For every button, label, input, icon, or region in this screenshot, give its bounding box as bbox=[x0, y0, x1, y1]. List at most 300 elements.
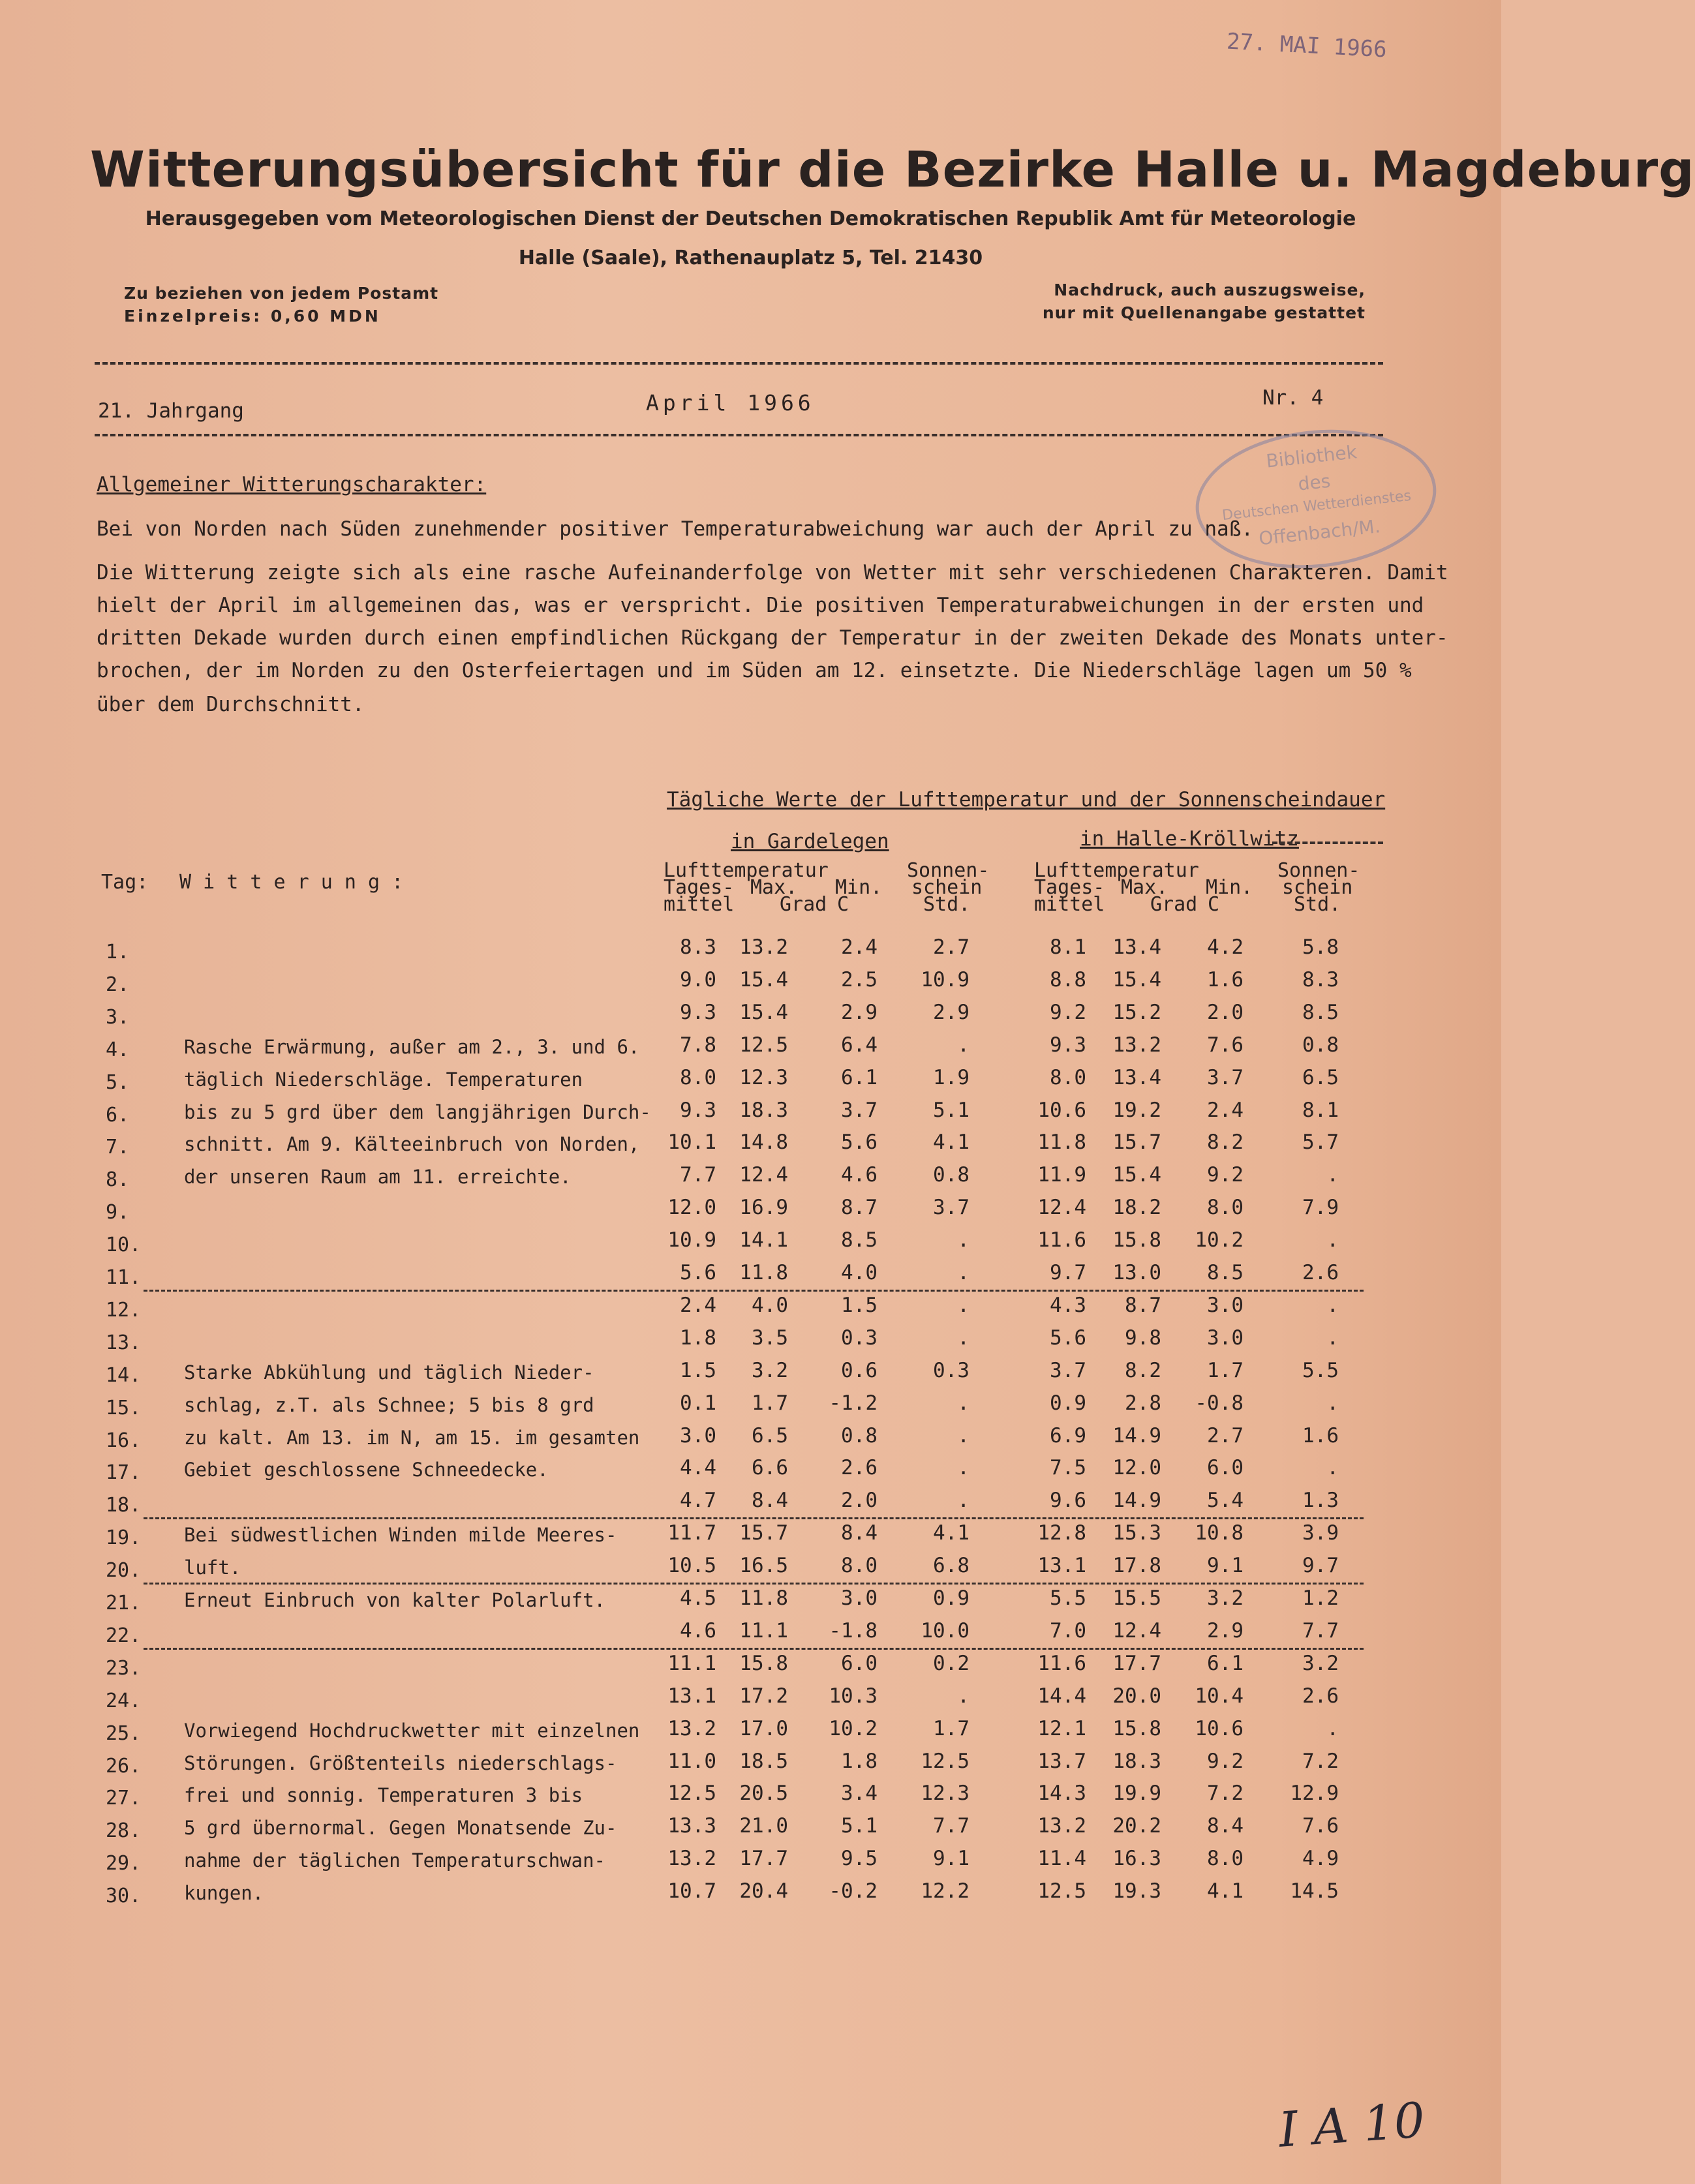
library-stamp: Bibliothek des Deutschen Wetterdienstes Offenbach/M. bbox=[1189, 418, 1443, 580]
reprint-note-2: nur mit Quellenangabe gestattet bbox=[1042, 303, 1366, 322]
halle-max-cell: 15.4 bbox=[1112, 1163, 1161, 1187]
gardelegen-max-cell: 15.4 bbox=[739, 1000, 788, 1024]
page-title: Witterungsübersicht für die Bezirke Halle u. Magdeburg bbox=[90, 140, 1695, 198]
gardelegen-mean-cell: 13.2 bbox=[667, 1847, 716, 1871]
gardelegen-max-cell: 18.3 bbox=[739, 1098, 788, 1122]
day-label: 19. bbox=[106, 1526, 142, 1550]
gardelegen-max-cell: 21.0 bbox=[739, 1814, 788, 1838]
halle-sunshine-cell: 12.9 bbox=[1290, 1782, 1339, 1806]
gardelegen-max-cell: 15.4 bbox=[739, 967, 788, 992]
day-label: 28. bbox=[106, 1819, 142, 1843]
halle-mean-cell: 12.4 bbox=[1037, 1196, 1086, 1220]
halle-min-cell: 9.1 bbox=[1207, 1554, 1244, 1578]
station-halle: in Halle-Kröllwitz bbox=[1080, 827, 1299, 851]
halle-mean-cell: 11.4 bbox=[1037, 1847, 1086, 1871]
gardelegen-sunshine-cell: . bbox=[957, 1456, 970, 1480]
halle-sunshine-cell: 1.2 bbox=[1302, 1586, 1339, 1610]
halle-mean-cell: 12.8 bbox=[1037, 1521, 1086, 1545]
gardelegen-sunshine-cell: 12.3 bbox=[921, 1782, 970, 1806]
column-header-max-halle: Max. bbox=[1121, 876, 1168, 899]
halle-min-cell: 8.0 bbox=[1207, 1847, 1244, 1871]
gardelegen-sunshine-cell: 0.2 bbox=[933, 1651, 970, 1675]
halle-max-cell: 16.3 bbox=[1112, 1847, 1161, 1871]
reprint-note-1: Nachdruck, auch auszugsweise, bbox=[1054, 281, 1366, 299]
gardelegen-sunshine-cell: 6.8 bbox=[933, 1554, 970, 1578]
halle-sunshine-cell: 4.9 bbox=[1302, 1847, 1339, 1871]
halle-min-cell: 2.9 bbox=[1207, 1618, 1244, 1643]
halle-mean-cell: 13.7 bbox=[1037, 1749, 1086, 1773]
gardelegen-min-cell: 4.6 bbox=[841, 1163, 878, 1187]
gardelegen-max-cell: 12.5 bbox=[739, 1033, 788, 1057]
weather-text-line: kungen. bbox=[184, 1882, 264, 1905]
gardelegen-sunshine-cell: 12.2 bbox=[921, 1879, 970, 1903]
gardelegen-max-cell: 12.3 bbox=[739, 1065, 788, 1089]
gardelegen-min-cell: -1.8 bbox=[829, 1618, 878, 1643]
halle-max-cell: 13.2 bbox=[1112, 1033, 1161, 1057]
halle-min-cell: 9.2 bbox=[1207, 1163, 1244, 1187]
gardelegen-sunshine-cell: 0.3 bbox=[933, 1358, 970, 1382]
gardelegen-max-cell: 3.2 bbox=[752, 1358, 788, 1382]
day-label: 16. bbox=[106, 1429, 142, 1452]
halle-min-cell: 4.2 bbox=[1207, 935, 1244, 959]
halle-mean-cell: 6.9 bbox=[1050, 1423, 1086, 1448]
halle-sunshine-cell: 5.8 bbox=[1302, 935, 1339, 959]
gardelegen-min-cell: 8.7 bbox=[841, 1196, 878, 1220]
weather-text-line: schlag, z.T. als Schnee; 5 bis 8 grd bbox=[184, 1393, 594, 1416]
gardelegen-max-cell: 15.8 bbox=[739, 1651, 788, 1675]
gardelegen-sunshine-cell: 10.0 bbox=[921, 1618, 970, 1643]
gardelegen-min-cell: 5.1 bbox=[841, 1814, 878, 1838]
halle-sunshine-cell: 8.3 bbox=[1302, 967, 1339, 992]
halle-max-cell: 14.9 bbox=[1112, 1423, 1161, 1448]
day-label: 24. bbox=[106, 1689, 142, 1712]
gardelegen-mean-cell: 13.2 bbox=[667, 1716, 716, 1740]
gardelegen-sunshine-cell: 3.7 bbox=[933, 1196, 970, 1220]
gardelegen-max-cell: 3.5 bbox=[752, 1326, 788, 1350]
column-header-luft-halle: Lufttemperatur bbox=[1034, 859, 1199, 882]
day-label: 30. bbox=[106, 1885, 142, 1908]
day-label: 25. bbox=[106, 1721, 142, 1745]
gardelegen-max-cell: 16.5 bbox=[739, 1554, 788, 1578]
day-label: 18. bbox=[106, 1494, 142, 1517]
halle-min-cell: 8.2 bbox=[1207, 1130, 1244, 1155]
gardelegen-mean-cell: 10.5 bbox=[667, 1554, 716, 1578]
weather-text-line: luft. bbox=[184, 1556, 241, 1579]
column-header-sonnen-gardelegen: Sonnen- bbox=[907, 859, 990, 882]
station-gardelegen: in Gardelegen bbox=[731, 830, 889, 853]
issue-month: April 1966 bbox=[646, 390, 815, 416]
period-separator bbox=[144, 1290, 1364, 1292]
halle-min-cell: 3.2 bbox=[1207, 1586, 1244, 1610]
gardelegen-min-cell: 10.3 bbox=[829, 1684, 878, 1708]
halle-max-cell: 20.2 bbox=[1112, 1814, 1161, 1838]
halle-sunshine-cell: . bbox=[1326, 1293, 1339, 1317]
gardelegen-min-cell: 2.6 bbox=[841, 1456, 878, 1480]
gardelegen-min-cell: -0.2 bbox=[829, 1879, 878, 1903]
column-header-std-halle: Std. bbox=[1294, 893, 1341, 916]
gardelegen-mean-cell: 11.0 bbox=[667, 1749, 716, 1773]
gardelegen-mean-cell: 9.3 bbox=[680, 1098, 716, 1122]
gardelegen-mean-cell: 8.3 bbox=[680, 935, 716, 959]
weather-text-line: zu kalt. Am 13. im N, am 15. im gesamten bbox=[184, 1426, 640, 1449]
paragraph-line: hielt der April im allgemeinen das, was er verspricht. Die positiven Temperaturabweichungen in der ersten und bbox=[97, 594, 1424, 617]
gardelegen-min-cell: 2.9 bbox=[841, 1000, 878, 1024]
column-header-mittel-halle: mittel bbox=[1034, 893, 1105, 916]
halle-max-cell: 12.4 bbox=[1112, 1618, 1161, 1643]
halle-max-cell: 13.4 bbox=[1112, 935, 1161, 959]
gardelegen-sunshine-cell: . bbox=[957, 1326, 970, 1350]
gardelegen-sunshine-cell: . bbox=[957, 1684, 970, 1708]
halle-sunshine-cell: . bbox=[1326, 1228, 1339, 1252]
column-header-mittel-gardelegen: mittel bbox=[664, 893, 735, 916]
halle-max-cell: 12.0 bbox=[1112, 1456, 1161, 1480]
gardelegen-mean-cell: 4.4 bbox=[680, 1456, 716, 1480]
halle-sunshine-cell: 7.7 bbox=[1302, 1618, 1339, 1643]
col-witterung-header: W i t t e r u n g : bbox=[179, 871, 404, 894]
handwritten-note: I A 10 bbox=[1277, 2092, 1427, 2159]
received-date-stamp: 27. MAI 1966 bbox=[1226, 28, 1388, 63]
halle-mean-cell: 13.2 bbox=[1037, 1814, 1086, 1838]
halle-max-cell: 15.8 bbox=[1112, 1716, 1161, 1740]
halle-min-cell: 3.0 bbox=[1207, 1326, 1244, 1350]
gardelegen-min-cell: 3.4 bbox=[841, 1782, 878, 1806]
day-label: 3. bbox=[106, 1005, 130, 1029]
halle-max-cell: 8.7 bbox=[1125, 1293, 1161, 1317]
halle-max-cell: 13.0 bbox=[1112, 1261, 1161, 1284]
gardelegen-mean-cell: 4.6 bbox=[680, 1618, 716, 1643]
gardelegen-mean-cell: 0.1 bbox=[680, 1391, 716, 1415]
column-header-luft-gardelegen: Lufttemperatur bbox=[664, 859, 829, 882]
halle-mean-cell: 9.7 bbox=[1050, 1261, 1086, 1284]
halle-min-cell: 10.8 bbox=[1195, 1521, 1244, 1545]
halle-mean-cell: 7.0 bbox=[1050, 1618, 1086, 1643]
gardelegen-mean-cell: 5.6 bbox=[680, 1261, 716, 1284]
period-separator bbox=[144, 1583, 1364, 1585]
gardelegen-max-cell: 11.8 bbox=[739, 1586, 788, 1610]
halle-mean-cell: 14.4 bbox=[1037, 1684, 1086, 1708]
day-label: 6. bbox=[106, 1103, 130, 1127]
gardelegen-max-cell: 4.0 bbox=[752, 1293, 788, 1317]
section-heading: Allgemeiner Witterungscharakter: bbox=[97, 473, 487, 496]
halle-min-cell: 6.0 bbox=[1207, 1456, 1244, 1480]
halle-min-cell: 2.7 bbox=[1207, 1423, 1244, 1448]
weather-text-line: nahme der täglichen Temperaturschwan- bbox=[184, 1849, 606, 1872]
gardelegen-mean-cell: 9.0 bbox=[680, 967, 716, 992]
halle-min-cell: 1.6 bbox=[1207, 967, 1244, 992]
publisher-line: Herausgegeben vom Meteorologischen Dienst der Deutschen Demokratischen Republik Amt für Meteorologie bbox=[145, 207, 1356, 230]
gardelegen-sunshine-cell: 5.1 bbox=[933, 1098, 970, 1122]
halle-max-cell: 20.0 bbox=[1112, 1684, 1161, 1708]
gardelegen-max-cell: 20.5 bbox=[739, 1782, 788, 1806]
header-dash bbox=[1272, 842, 1383, 844]
gardelegen-max-cell: 14.8 bbox=[739, 1130, 788, 1155]
address-line: Halle (Saale), Rathenauplatz 5, Tel. 21430 bbox=[518, 247, 983, 269]
paragraph-line: dritten Dekade wurden durch einen empfindlichen Rückgang der Temperatur in der zweiten Dekade des Monats unter- bbox=[97, 626, 1448, 650]
weather-text-line: 5 grd übernormal. Gegen Monatsende Zu- bbox=[184, 1817, 617, 1840]
halle-max-cell: 17.8 bbox=[1112, 1554, 1161, 1578]
halle-sunshine-cell: 7.6 bbox=[1302, 1814, 1339, 1838]
halle-max-cell: 15.5 bbox=[1112, 1586, 1161, 1610]
halle-mean-cell: 11.9 bbox=[1037, 1163, 1086, 1187]
paragraph-line: brochen, der im Norden zu den Osterfeiertagen und im Süden am 12. einsetzte. Die Niederschläge lagen um 50 % bbox=[97, 659, 1412, 682]
halle-sunshine-cell: 1.3 bbox=[1302, 1489, 1339, 1513]
gardelegen-mean-cell: 10.1 bbox=[667, 1130, 716, 1155]
gardelegen-min-cell: 0.8 bbox=[841, 1423, 878, 1448]
halle-mean-cell: 4.3 bbox=[1050, 1293, 1086, 1317]
halle-max-cell: 2.8 bbox=[1125, 1391, 1161, 1415]
halle-max-cell: 19.3 bbox=[1112, 1879, 1161, 1903]
gardelegen-mean-cell: 11.7 bbox=[667, 1521, 716, 1545]
gardelegen-min-cell: 0.6 bbox=[841, 1358, 878, 1382]
period-separator bbox=[144, 1648, 1364, 1650]
column-header-min-halle: Min. bbox=[1206, 876, 1253, 899]
column-header-c-gardelegen: C bbox=[837, 893, 849, 916]
gardelegen-max-cell: 8.4 bbox=[752, 1489, 788, 1513]
issue-number: Nr. 4 bbox=[1262, 386, 1324, 410]
weather-text-line: bis zu 5 grd über dem langjährigen Durch- bbox=[184, 1100, 651, 1123]
halle-min-cell: -0.8 bbox=[1195, 1391, 1244, 1415]
gardelegen-sunshine-cell: 7.7 bbox=[933, 1814, 970, 1838]
halle-sunshine-cell: 3.9 bbox=[1302, 1521, 1339, 1545]
gardelegen-max-cell: 11.1 bbox=[739, 1618, 788, 1643]
gardelegen-sunshine-cell: 1.9 bbox=[933, 1065, 970, 1089]
gardelegen-min-cell: 6.1 bbox=[841, 1065, 878, 1089]
gardelegen-min-cell: 8.5 bbox=[841, 1228, 878, 1252]
day-label: 22. bbox=[106, 1624, 142, 1647]
gardelegen-mean-cell: 12.5 bbox=[667, 1782, 716, 1806]
halle-sunshine-cell: 1.6 bbox=[1302, 1423, 1339, 1448]
weather-text-line: der unseren Raum am 11. erreichte. bbox=[184, 1166, 572, 1189]
halle-mean-cell: 11.8 bbox=[1037, 1130, 1086, 1155]
gardelegen-min-cell: 6.0 bbox=[841, 1651, 878, 1675]
column-header-schein-gardelegen: schein bbox=[911, 876, 983, 899]
halle-max-cell: 15.4 bbox=[1112, 967, 1161, 992]
gardelegen-min-cell: 1.5 bbox=[841, 1293, 878, 1317]
day-label: 1. bbox=[106, 941, 130, 963]
gardelegen-mean-cell: 2.4 bbox=[680, 1293, 716, 1317]
day-label: 4. bbox=[106, 1038, 130, 1061]
column-header-max-gardelegen: Max. bbox=[750, 876, 798, 899]
halle-mean-cell: 9.2 bbox=[1050, 1000, 1086, 1024]
gardelegen-min-cell: 5.6 bbox=[841, 1130, 878, 1155]
gardelegen-sunshine-cell: . bbox=[957, 1033, 970, 1057]
day-label: 23. bbox=[106, 1656, 142, 1680]
halle-sunshine-cell: 8.5 bbox=[1302, 1000, 1339, 1024]
gardelegen-min-cell: 8.0 bbox=[841, 1554, 878, 1578]
gardelegen-mean-cell: 9.3 bbox=[680, 1000, 716, 1024]
halle-min-cell: 10.6 bbox=[1195, 1716, 1244, 1740]
halle-mean-cell: 5.5 bbox=[1050, 1586, 1086, 1610]
halle-min-cell: 8.5 bbox=[1207, 1261, 1244, 1284]
gardelegen-sunshine-cell: . bbox=[957, 1293, 970, 1317]
halle-min-cell: 3.7 bbox=[1207, 1065, 1244, 1089]
day-label: 15. bbox=[106, 1396, 142, 1419]
halle-mean-cell: 8.0 bbox=[1050, 1065, 1086, 1089]
gardelegen-min-cell: 2.0 bbox=[841, 1489, 878, 1513]
halle-sunshine-cell: 2.6 bbox=[1302, 1261, 1339, 1284]
halle-mean-cell: 10.6 bbox=[1037, 1098, 1086, 1122]
halle-mean-cell: 13.1 bbox=[1037, 1554, 1086, 1578]
halle-max-cell: 17.7 bbox=[1112, 1651, 1161, 1675]
day-label: 5. bbox=[106, 1070, 130, 1094]
gardelegen-sunshine-cell: 2.9 bbox=[933, 1000, 970, 1024]
day-label: 21. bbox=[106, 1592, 142, 1615]
weather-text-line: Rasche Erwärmung, außer am 2., 3. und 6. bbox=[184, 1035, 640, 1058]
gardelegen-mean-cell: 1.5 bbox=[680, 1358, 716, 1382]
halle-min-cell: 10.4 bbox=[1195, 1684, 1244, 1708]
halle-min-cell: 9.2 bbox=[1207, 1749, 1244, 1773]
halle-mean-cell: 8.1 bbox=[1050, 935, 1086, 959]
gardelegen-min-cell: 9.5 bbox=[841, 1847, 878, 1871]
table-caption: Tägliche Werte der Lufttemperatur und der Sonnenscheindauer bbox=[667, 788, 1386, 811]
gardelegen-max-cell: 6.6 bbox=[752, 1456, 788, 1480]
gardelegen-mean-cell: 1.8 bbox=[680, 1326, 716, 1350]
day-label: 2. bbox=[106, 973, 130, 996]
divider-top bbox=[95, 362, 1383, 365]
day-label: 11. bbox=[106, 1266, 142, 1289]
col-tag-header: Tag: bbox=[101, 871, 149, 894]
column-header-tages-gardelegen: Tages- bbox=[664, 876, 735, 899]
halle-min-cell: 10.2 bbox=[1195, 1228, 1244, 1252]
gardelegen-sunshine-cell: . bbox=[957, 1228, 970, 1252]
halle-mean-cell: 11.6 bbox=[1037, 1651, 1086, 1675]
day-label: 8. bbox=[106, 1168, 130, 1192]
gardelegen-min-cell: 0.3 bbox=[841, 1326, 878, 1350]
column-header-min-gardelegen: Min. bbox=[835, 876, 883, 899]
halle-sunshine-cell: 3.2 bbox=[1302, 1651, 1339, 1675]
paragraph-line: über dem Durchschnitt. bbox=[97, 693, 365, 716]
gardelegen-sunshine-cell: . bbox=[957, 1261, 970, 1284]
gardelegen-max-cell: 16.9 bbox=[739, 1196, 788, 1220]
gardelegen-max-cell: 15.7 bbox=[739, 1521, 788, 1545]
price-note: Einzelpreis: 0,60 MDN bbox=[124, 307, 381, 326]
gardelegen-min-cell: -1.2 bbox=[829, 1391, 878, 1415]
halle-min-cell: 3.0 bbox=[1207, 1293, 1244, 1317]
halle-mean-cell: 5.6 bbox=[1050, 1326, 1086, 1350]
column-header-std-gardelegen: Std. bbox=[923, 893, 971, 916]
column-header-tages-halle: Tages- bbox=[1034, 876, 1105, 899]
subscription-note: Zu beziehen von jedem Postamt bbox=[124, 284, 439, 303]
gardelegen-min-cell: 2.4 bbox=[841, 935, 878, 959]
gardelegen-max-cell: 11.8 bbox=[739, 1261, 788, 1284]
halle-max-cell: 15.3 bbox=[1112, 1521, 1161, 1545]
halle-sunshine-cell: . bbox=[1326, 1391, 1339, 1415]
halle-sunshine-cell: . bbox=[1326, 1716, 1339, 1740]
weather-text-line: Störungen. Größtenteils niederschlags- bbox=[184, 1752, 617, 1774]
weather-text-line: Erneut Einbruch von kalter Polarluft. bbox=[184, 1589, 606, 1611]
day-label: 17. bbox=[106, 1461, 142, 1485]
halle-max-cell: 19.2 bbox=[1112, 1098, 1161, 1122]
summary-line: Bei von Norden nach Süden zunehmender positiver Temperaturabweichung war auch der April zu naß. bbox=[97, 517, 1254, 541]
halle-mean-cell: 12.5 bbox=[1037, 1879, 1086, 1903]
halle-max-cell: 15.2 bbox=[1112, 1000, 1161, 1024]
day-label: 12. bbox=[106, 1298, 142, 1322]
halle-min-cell: 2.0 bbox=[1207, 1000, 1244, 1024]
halle-min-cell: 7.2 bbox=[1207, 1782, 1244, 1806]
halle-sunshine-cell: 5.5 bbox=[1302, 1358, 1339, 1382]
day-label: 20. bbox=[106, 1559, 142, 1583]
paragraph-line: Die Witterung zeigte sich als eine rasche Aufeinanderfolge von Wetter mit sehr verschiedenen Charakteren. Damit bbox=[97, 561, 1448, 584]
gardelegen-min-cell: 1.8 bbox=[841, 1749, 878, 1773]
halle-max-cell: 15.8 bbox=[1112, 1228, 1161, 1252]
gardelegen-min-cell: 2.5 bbox=[841, 967, 878, 992]
column-header-sonnen-halle: Sonnen- bbox=[1277, 859, 1360, 882]
gardelegen-min-cell: 3.0 bbox=[841, 1586, 878, 1610]
halle-sunshine-cell: 6.5 bbox=[1302, 1065, 1339, 1089]
weather-text-line: Vorwiegend Hochdruckwetter mit einzelnen bbox=[184, 1719, 640, 1742]
gardelegen-max-cell: 18.5 bbox=[739, 1749, 788, 1773]
day-label: 14. bbox=[106, 1363, 142, 1387]
weather-text-line: Gebiet geschlossene Schneedecke. bbox=[184, 1459, 549, 1481]
halle-sunshine-cell: . bbox=[1326, 1456, 1339, 1480]
weather-text-line: schnitt. Am 9. Kälteeinbruch von Norden, bbox=[184, 1133, 640, 1156]
gardelegen-sunshine-cell: 2.7 bbox=[933, 935, 970, 959]
halle-sunshine-cell: 2.6 bbox=[1302, 1684, 1339, 1708]
halle-sunshine-cell: 5.7 bbox=[1302, 1130, 1339, 1155]
gardelegen-sunshine-cell: 0.8 bbox=[933, 1163, 970, 1187]
halle-sunshine-cell: 14.5 bbox=[1290, 1879, 1339, 1903]
gardelegen-min-cell: 6.4 bbox=[841, 1033, 878, 1057]
day-label: 26. bbox=[106, 1754, 142, 1778]
gardelegen-mean-cell: 7.8 bbox=[680, 1033, 716, 1057]
gardelegen-max-cell: 17.7 bbox=[739, 1847, 788, 1871]
gardelegen-sunshine-cell: . bbox=[957, 1391, 970, 1415]
gardelegen-max-cell: 12.4 bbox=[739, 1163, 788, 1187]
gardelegen-mean-cell: 13.3 bbox=[667, 1814, 716, 1838]
gardelegen-sunshine-cell: 4.1 bbox=[933, 1521, 970, 1545]
gardelegen-sunshine-cell: 9.1 bbox=[933, 1847, 970, 1871]
gardelegen-mean-cell: 4.7 bbox=[680, 1489, 716, 1513]
gardelegen-min-cell: 3.7 bbox=[841, 1098, 878, 1122]
halle-min-cell: 8.0 bbox=[1207, 1196, 1244, 1220]
weather-text-line: Bei südwestlichen Winden milde Meeres- bbox=[184, 1524, 617, 1547]
halle-min-cell: 6.1 bbox=[1207, 1651, 1244, 1675]
day-label: 13. bbox=[106, 1331, 142, 1354]
halle-max-cell: 13.4 bbox=[1112, 1065, 1161, 1089]
halle-sunshine-cell: 9.7 bbox=[1302, 1554, 1339, 1578]
gardelegen-mean-cell: 11.1 bbox=[667, 1651, 716, 1675]
halle-mean-cell: 14.3 bbox=[1037, 1782, 1086, 1806]
halle-sunshine-cell: . bbox=[1326, 1163, 1339, 1187]
gardelegen-max-cell: 1.7 bbox=[752, 1391, 788, 1415]
halle-mean-cell: 12.1 bbox=[1037, 1716, 1086, 1740]
halle-mean-cell: 0.9 bbox=[1050, 1391, 1086, 1415]
column-header-grad-gardelegen: Grad bbox=[780, 893, 827, 916]
halle-max-cell: 19.9 bbox=[1112, 1782, 1161, 1806]
gardelegen-sunshine-cell: 12.5 bbox=[921, 1749, 970, 1773]
gardelegen-min-cell: 10.2 bbox=[829, 1716, 878, 1740]
gardelegen-max-cell: 14.1 bbox=[739, 1228, 788, 1252]
gardelegen-sunshine-cell: 0.9 bbox=[933, 1586, 970, 1610]
gardelegen-sunshine-cell: 10.9 bbox=[921, 967, 970, 992]
column-header-c-halle: C bbox=[1208, 893, 1220, 916]
halle-mean-cell: 9.6 bbox=[1050, 1489, 1086, 1513]
halle-sunshine-cell: 7.9 bbox=[1302, 1196, 1339, 1220]
gardelegen-min-cell: 8.4 bbox=[841, 1521, 878, 1545]
volume-label: 21. Jahrgang bbox=[98, 399, 244, 423]
gardelegen-sunshine-cell: . bbox=[957, 1423, 970, 1448]
gardelegen-mean-cell: 3.0 bbox=[680, 1423, 716, 1448]
halle-min-cell: 1.7 bbox=[1207, 1358, 1244, 1382]
weather-text-line: täglich Niederschläge. Temperaturen bbox=[184, 1068, 583, 1091]
day-label: 9. bbox=[106, 1201, 130, 1224]
gardelegen-mean-cell: 10.7 bbox=[667, 1879, 716, 1903]
gardelegen-max-cell: 20.4 bbox=[739, 1879, 788, 1903]
day-label: 10. bbox=[106, 1234, 142, 1257]
halle-max-cell: 9.8 bbox=[1125, 1326, 1161, 1350]
weather-text-line: Starke Abkühlung und täglich Nieder- bbox=[184, 1361, 594, 1384]
column-header-grad-halle: Grad bbox=[1150, 893, 1198, 916]
